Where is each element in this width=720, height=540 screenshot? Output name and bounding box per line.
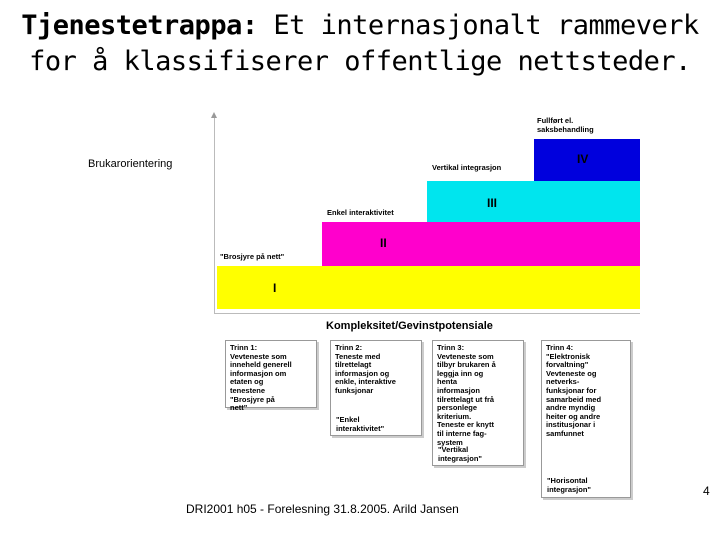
title-line-2: for å klassifiserer offentlige nettsteder.	[29, 46, 691, 77]
step-2-block	[322, 222, 640, 266]
step-2-description-box	[330, 340, 422, 436]
y-axis	[214, 118, 215, 314]
step-4-label: Fullført el. saksbehandling	[537, 116, 594, 134]
step-3-quote: "Vertikal integrasjon"	[438, 445, 482, 463]
step-4-numeral: IV	[577, 152, 589, 166]
step-1-numeral: I	[273, 281, 277, 295]
title-bold: Tjenestetrappa:	[21, 10, 258, 41]
slide-title	[0, 8, 720, 80]
step-1-description: Trinn 1: Vevteneste som inneheld generell informasjon om etaten og tenestene "Brosjyre på nett"	[230, 343, 292, 413]
step-4-description: Trinn 4: "Elektronisk forvaltning" Vevteneste og netverks- funksjonar for samarbeid med andre myndig heiter og andre institusjonar i samfunnet	[546, 343, 602, 438]
y-axis-label: Brukarorientering	[88, 158, 173, 170]
step-2-numeral: II	[380, 236, 387, 250]
step-2-label: Enkel interaktivitet	[327, 208, 394, 217]
step-3-numeral: III	[487, 196, 498, 210]
step-3-label: Vertikal integrasjon	[432, 163, 502, 172]
slide-footer: DRI2001 h05 - Forelesning 31.8.2005. Arild Jansen	[186, 502, 459, 516]
step-1-description-box	[225, 340, 317, 413]
page-number: 4	[703, 484, 710, 498]
step-4-quote: "Horisontal integrasjon"	[547, 476, 591, 494]
step-3-description-box	[432, 340, 524, 466]
step-1-block	[217, 266, 640, 309]
title-line-1	[0, 8, 720, 44]
step-3-block	[427, 181, 640, 222]
x-axis-label: Kompleksitet/Gevinstpotensiale	[326, 320, 493, 332]
step-4-description-box	[541, 340, 631, 498]
x-axis	[214, 313, 640, 314]
title-rest: Et internasjonalt rammeverk	[257, 10, 699, 41]
step-1-label: "Brosjyre på nett"	[220, 252, 285, 261]
step-3-description: Trinn 3: Vevteneste som tilbyr brukaren å leggja inn og henta informasjon tilrettelagt ut frå personlege kriterium. Teneste er knytt til interne fag- system	[437, 343, 496, 447]
step-2-description: Trinn 2: Teneste med tilrettelagt informasjon og enkle, interaktive funksjonar	[335, 343, 396, 395]
step-2-quote: "Enkel interaktivitet"	[336, 415, 385, 433]
